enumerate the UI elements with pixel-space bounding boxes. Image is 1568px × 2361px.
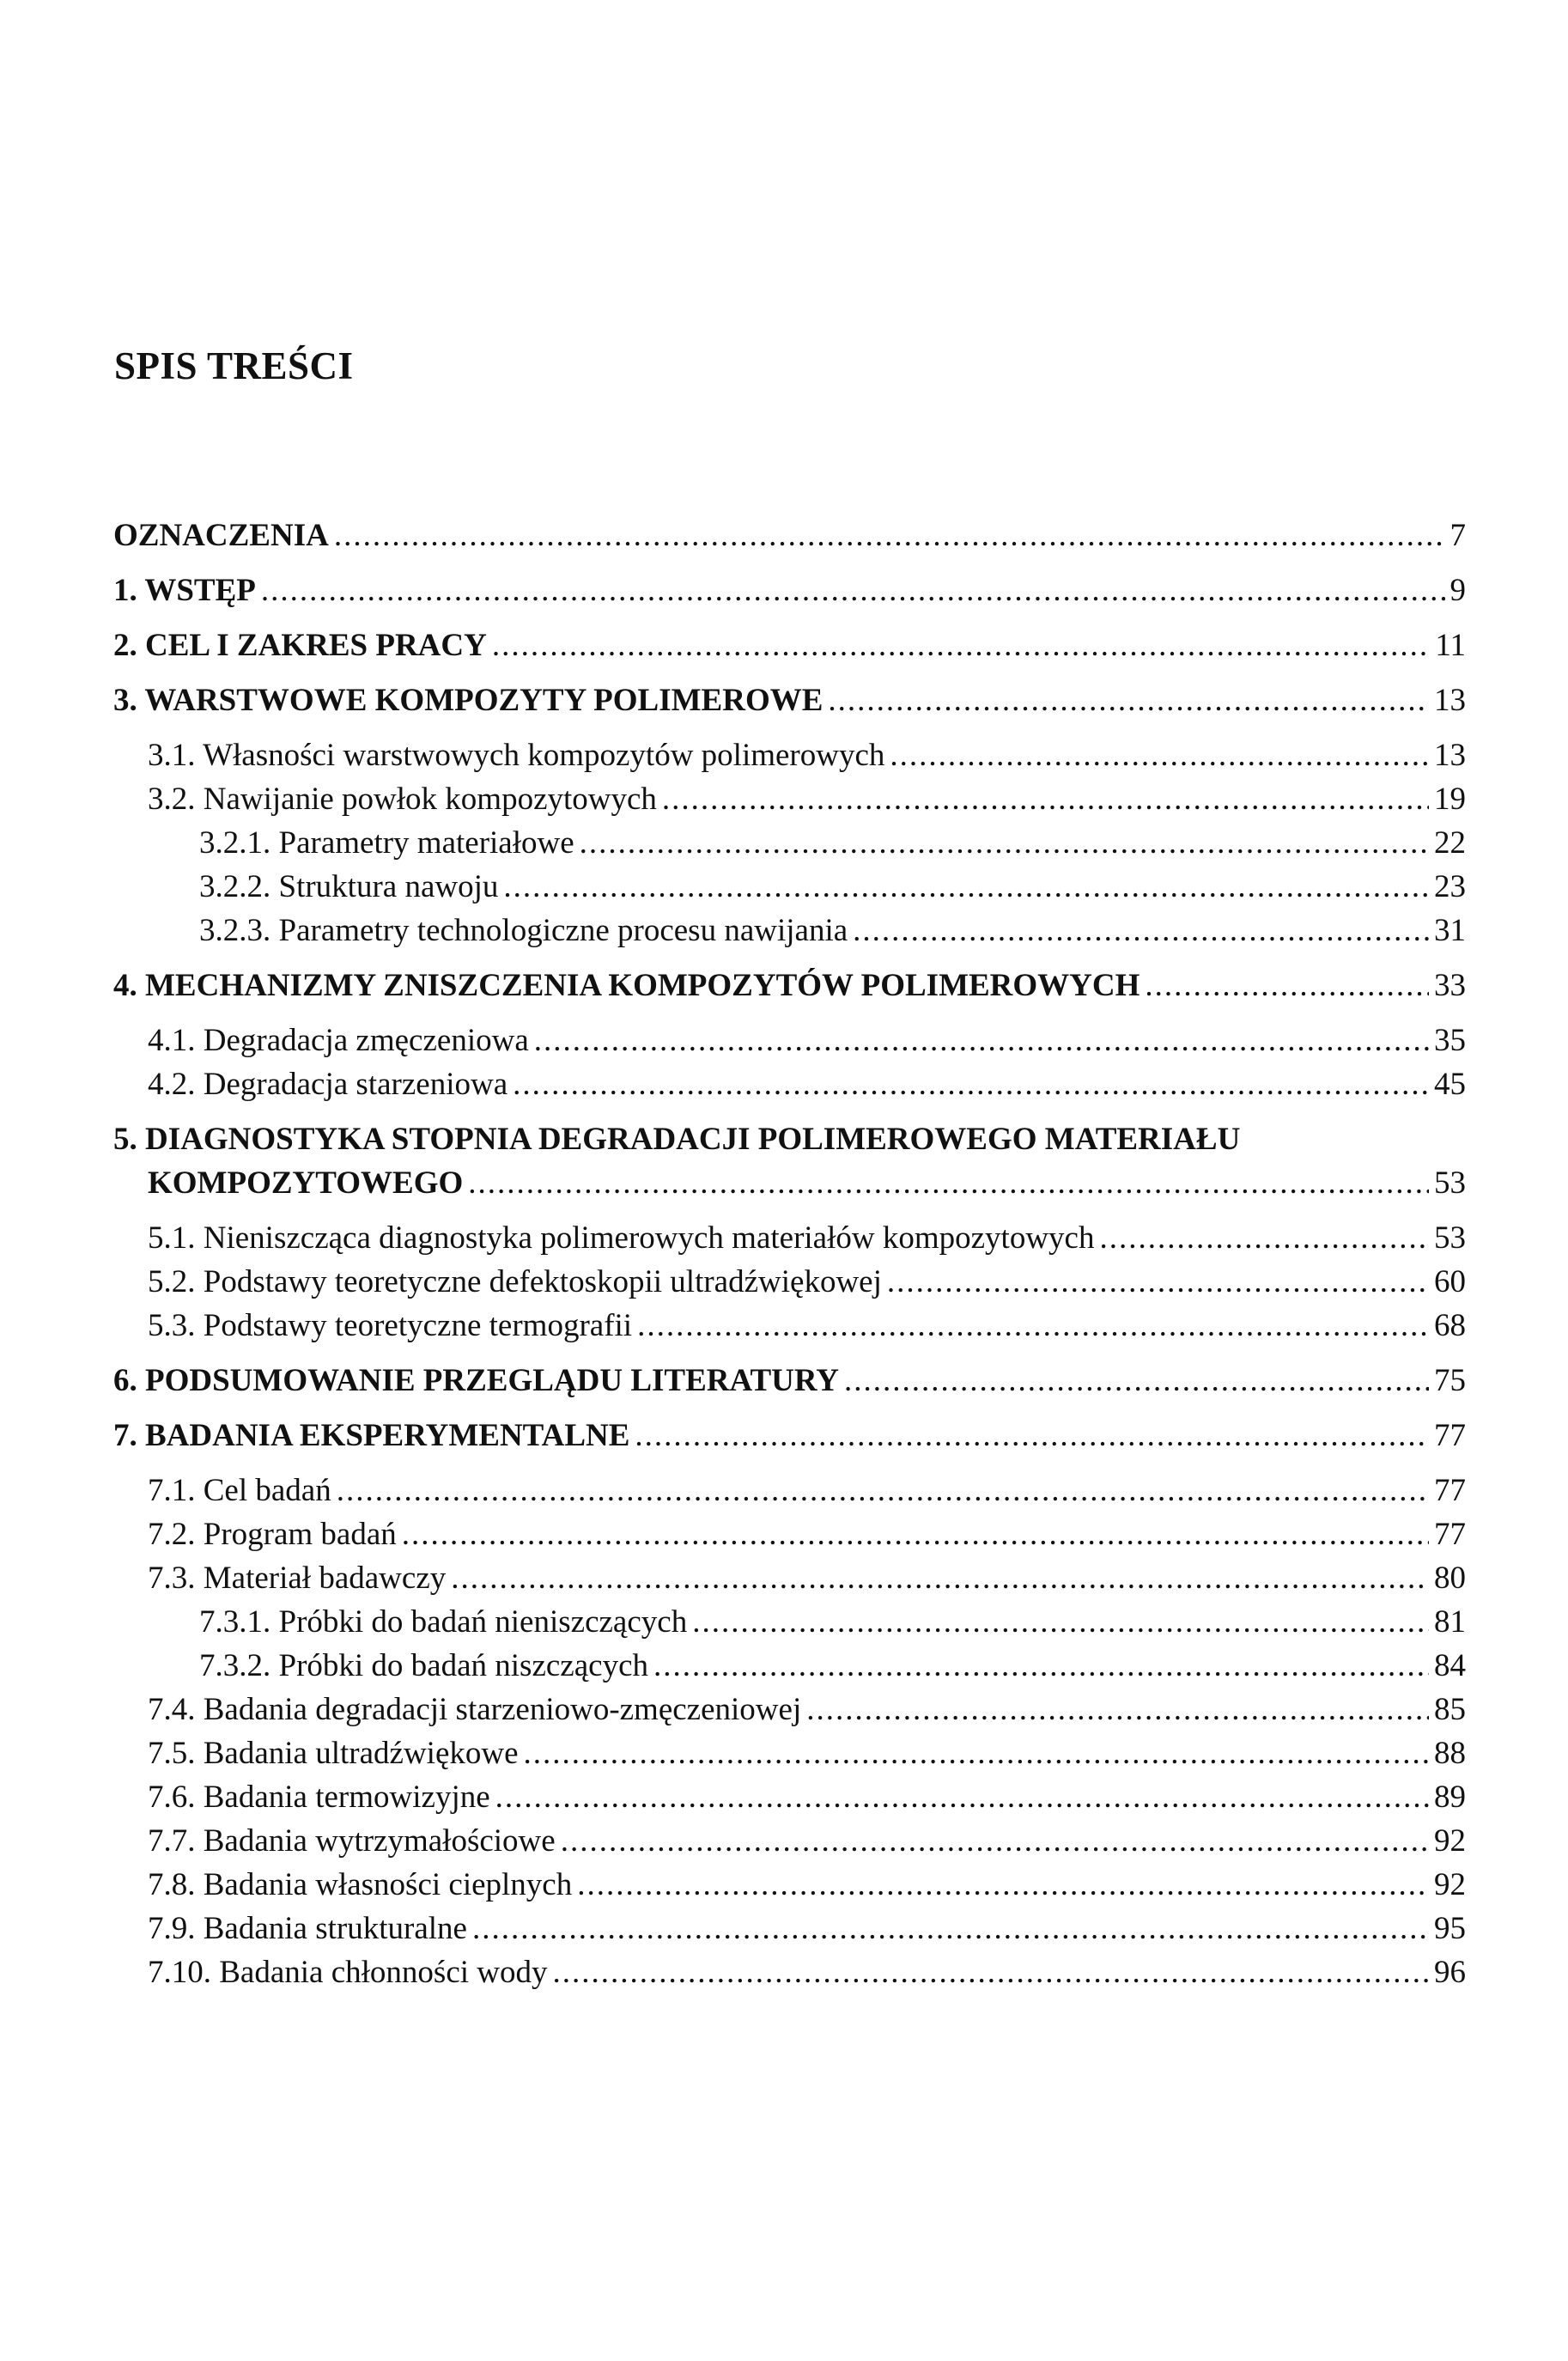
dot-leader — [890, 733, 1429, 777]
toc-page-number: 31 — [1434, 913, 1466, 948]
toc-page-number: 7 — [1449, 518, 1466, 553]
toc-entry-7-8[interactable] — [113, 1863, 1466, 1907]
toc-page-number: 77 — [1434, 1418, 1466, 1453]
dot-leader — [261, 569, 1445, 612]
toc-entry-chapter-2[interactable] — [113, 624, 1466, 667]
toc-page-number: 11 — [1435, 628, 1466, 663]
toc-entry-4-2[interactable] — [113, 1062, 1466, 1106]
dot-leader — [513, 1062, 1429, 1106]
dot-leader — [1145, 964, 1429, 1007]
toc-entry-7-9[interactable] — [113, 1907, 1466, 1950]
toc-entry-label: 3.2. Nawijanie powłok kompozytowych — [148, 782, 657, 817]
dot-leader — [806, 1688, 1429, 1731]
dot-leader — [1099, 1216, 1429, 1260]
toc-entry-label: 1. WSTĘP — [113, 573, 256, 608]
dot-leader — [828, 678, 1429, 722]
toc-page-number: 84 — [1434, 1648, 1466, 1683]
toc-page-number: 13 — [1434, 683, 1466, 718]
toc-entry-label: 4. MECHANIZMY ZNISZCZENIA KOMPOZYTÓW POLIMEROWYCH — [113, 968, 1140, 1003]
toc-entry-label: 2. CEL I ZAKRES PRACY — [113, 628, 487, 663]
table-of-contents — [113, 514, 1466, 1994]
toc-entry-continuation — [113, 1161, 1466, 1205]
toc-page-number: 89 — [1434, 1780, 1466, 1815]
toc-page-number: 92 — [1434, 1823, 1466, 1859]
toc-page-number: 35 — [1434, 1023, 1466, 1058]
toc-entry-7-2[interactable] — [113, 1512, 1466, 1556]
dot-leader — [503, 865, 1429, 909]
toc-entry-label: 7.8. Badania własności cieplnych — [148, 1867, 573, 1902]
dot-leader — [492, 624, 1431, 667]
toc-page-number: 75 — [1434, 1363, 1466, 1398]
toc-entry-chapter-4[interactable] — [113, 964, 1466, 1007]
dot-leader — [662, 777, 1429, 821]
toc-page-number: 33 — [1434, 968, 1466, 1003]
toc-entry-label: 7.5. Badania ultradźwiękowe — [148, 1736, 519, 1771]
toc-entry-7-5[interactable] — [113, 1731, 1466, 1775]
toc-entry-label: 7.2. Program badań — [148, 1517, 397, 1552]
dot-leader — [472, 1907, 1429, 1950]
toc-page-number: 9 — [1449, 573, 1466, 608]
toc-page-number: 96 — [1434, 1955, 1466, 1990]
dot-leader — [402, 1512, 1429, 1556]
toc-entry-chapter-6[interactable] — [113, 1359, 1466, 1403]
toc-entry-7-7[interactable] — [113, 1819, 1466, 1863]
toc-entry-label: OZNACZENIA — [113, 518, 329, 553]
toc-page-number: 81 — [1434, 1604, 1466, 1640]
toc-entry-label: 3. WARSTWOWE KOMPOZYTY POLIMEROWE — [113, 683, 824, 718]
toc-entry-label: 7.3.2. Próbki do badań niszczących — [199, 1648, 648, 1683]
dot-leader — [692, 1600, 1429, 1644]
toc-entry-label: 5.3. Podstawy teoretyczne termografii — [148, 1308, 633, 1343]
toc-page-number: 80 — [1434, 1561, 1466, 1596]
toc-page-number: 68 — [1434, 1308, 1466, 1343]
toc-entry-label: 5.1. Nieniszcząca diagnostyka polimerowych materiałów kompozytowych — [148, 1220, 1095, 1256]
toc-entry-label: 7.7. Badania wytrzymałościowe — [148, 1823, 556, 1859]
toc-page-number: 85 — [1434, 1692, 1466, 1727]
toc-page-number: 13 — [1434, 738, 1466, 773]
toc-page-number: 88 — [1434, 1736, 1466, 1771]
dot-leader — [534, 1019, 1429, 1062]
toc-entry-4-1[interactable] — [113, 1019, 1466, 1062]
toc-page-number: 92 — [1434, 1867, 1466, 1902]
dot-leader — [577, 1863, 1429, 1907]
dot-leader — [844, 1359, 1429, 1403]
toc-entry-label: 3.2.3. Parametry technologiczne procesu nawijania — [199, 913, 848, 948]
dot-leader — [495, 1775, 1429, 1819]
toc-entry-label: 7. BADANIA EKSPERYMENTALNE — [113, 1418, 630, 1453]
toc-entry-7-3[interactable] — [113, 1556, 1466, 1600]
dot-leader — [561, 1819, 1429, 1863]
toc-entry-label: KOMPOZYTOWEGO — [148, 1165, 464, 1201]
dot-leader — [637, 1304, 1429, 1348]
toc-entry-7-10[interactable] — [113, 1950, 1466, 1994]
toc-entry-7-3-2[interactable] — [113, 1644, 1466, 1688]
dot-leader — [337, 1469, 1429, 1512]
toc-page-number: 95 — [1434, 1911, 1466, 1946]
toc-entry-3-2-2[interactable] — [113, 865, 1466, 909]
toc-entry-chapter-5[interactable] — [113, 1117, 1466, 1205]
toc-entry-label: 7.4. Badania degradacji starzeniowo-zmęczeniowej — [148, 1692, 802, 1727]
dot-leader — [524, 1731, 1429, 1775]
toc-entry-7-6[interactable] — [113, 1775, 1466, 1819]
toc-entry-label: 7.6. Badania termowizyjne — [148, 1780, 490, 1815]
toc-page-number: 22 — [1434, 825, 1466, 861]
toc-entry-3-2-3[interactable] — [113, 909, 1466, 952]
toc-entry-label: 3.1. Własności warstwowych kompozytów polimerowych — [148, 738, 885, 773]
toc-entry-7-1[interactable] — [113, 1469, 1466, 1512]
toc-entry-3-1[interactable] — [113, 733, 1466, 777]
dot-leader — [580, 821, 1429, 865]
dot-leader — [451, 1556, 1429, 1600]
toc-page-number: 77 — [1434, 1473, 1466, 1508]
toc-entry-5-1[interactable] — [113, 1216, 1466, 1260]
toc-page-number: 19 — [1434, 782, 1466, 817]
toc-entry-label: 5.2. Podstawy teoretyczne defektoskopii ultradźwiękowej — [148, 1264, 882, 1299]
toc-entry-label: 6. PODSUMOWANIE PRZEGLĄDU LITERATURY — [113, 1363, 839, 1398]
toc-entry-5-2[interactable] — [113, 1260, 1466, 1304]
dot-leader — [468, 1161, 1429, 1205]
toc-entry-label: 7.1. Cel badań — [148, 1473, 331, 1508]
toc-entry-7-3-1[interactable] — [113, 1600, 1466, 1644]
page-title: SPIS TREŚCI — [114, 344, 354, 387]
dot-leader — [653, 1644, 1429, 1688]
toc-entry-label: 3.2.2. Struktura nawoju — [199, 869, 499, 904]
toc-entry-3-2[interactable] — [113, 777, 1466, 821]
toc-entry-label: 7.3.1. Próbki do badań nieniszczących — [199, 1604, 688, 1640]
toc-entry-label: 7.9. Badania strukturalne — [148, 1911, 467, 1946]
dot-leader — [553, 1950, 1430, 1994]
toc-entry-label: 7.3. Materiał badawczy — [148, 1561, 447, 1596]
toc-page-number: 23 — [1434, 869, 1466, 904]
toc-page-number: 77 — [1434, 1517, 1466, 1552]
toc-entry-chapter-3[interactable] — [113, 678, 1466, 722]
dot-leader — [887, 1260, 1429, 1304]
toc-entry-label: 4.2. Degradacja starzeniowa — [148, 1067, 508, 1102]
toc-page-number: 60 — [1434, 1264, 1466, 1299]
toc-entry-chapter-7[interactable] — [113, 1414, 1466, 1457]
dot-leader — [334, 514, 1445, 557]
toc-entry-label: 7.10. Badania chłonności wody — [148, 1955, 548, 1990]
toc-entry-7-4[interactable] — [113, 1688, 1466, 1731]
toc-entry-3-2-1[interactable] — [113, 821, 1466, 865]
toc-entry-5-3[interactable] — [113, 1304, 1466, 1348]
toc-page-number: 53 — [1434, 1165, 1466, 1201]
toc-page-number: 45 — [1434, 1067, 1466, 1102]
toc-entry-oznaczenia[interactable] — [113, 514, 1466, 557]
toc-page-number: 53 — [1434, 1220, 1466, 1256]
toc-entry-label: 3.2.1. Parametry materiałowe — [199, 825, 574, 861]
dot-leader — [853, 909, 1429, 952]
dot-leader — [635, 1414, 1429, 1457]
toc-entry-label-line1: 5. DIAGNOSTYKA STOPNIA DEGRADACJI POLIMEROWEGO MATERIAŁU — [113, 1122, 1241, 1157]
toc-entry-chapter-1[interactable] — [113, 569, 1466, 612]
toc-entry-label: 4.1. Degradacja zmęczeniowa — [148, 1023, 529, 1058]
